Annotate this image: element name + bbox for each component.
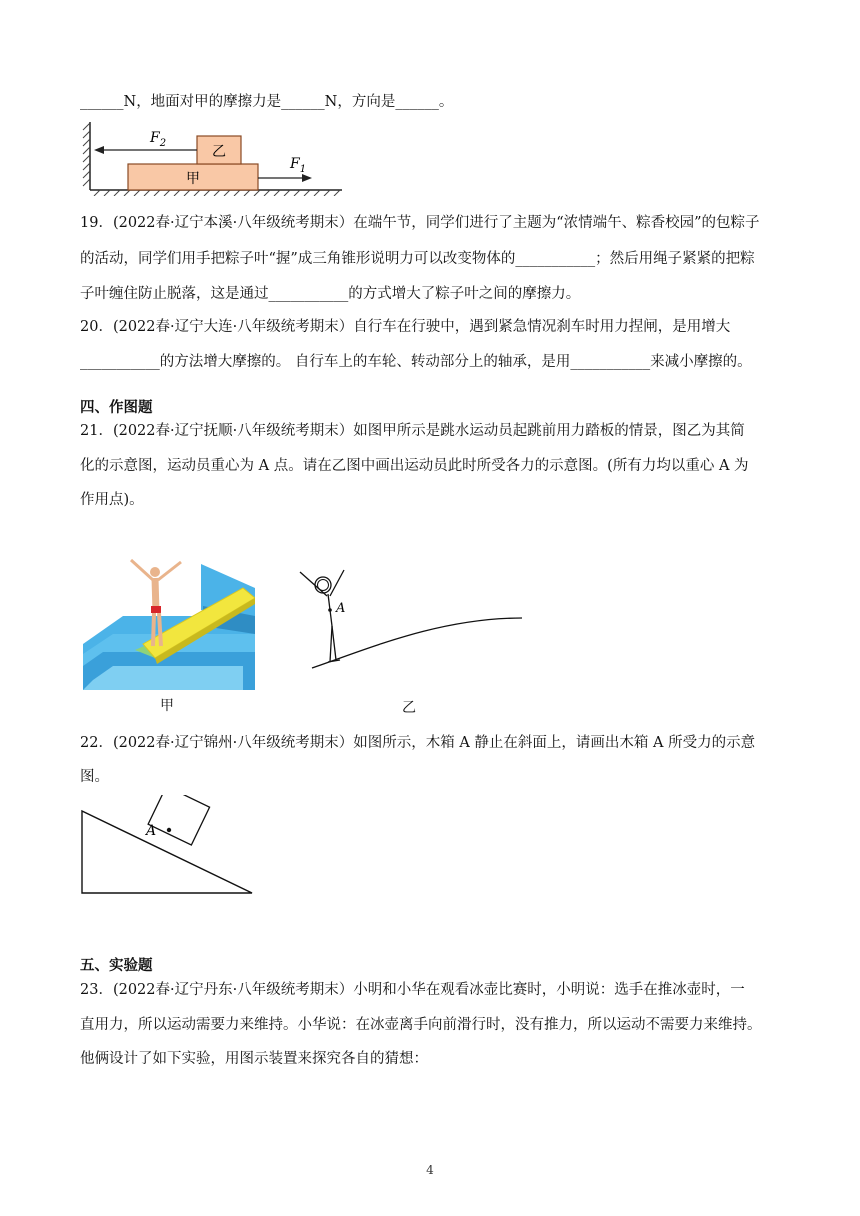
- caption-jia: 甲: [160, 698, 174, 714]
- point-a-label: A: [336, 601, 346, 616]
- q20-line-2: ___________的方法增大摩擦的。 自行车上的车轮、转动部分上的轴承，是用___________来减小摩擦的。: [80, 354, 752, 370]
- box-a-label: A: [146, 823, 157, 839]
- stick-figure-diagram: [290, 566, 526, 670]
- q23-line-3: 他俩设计了如下实验，用图示装置来探究各自的猜想：: [80, 1051, 428, 1067]
- q21-line-1: 21．(2022春·辽宁抚顺·八年级统考期末）如图甲所示是跳水运动员起跳前用力踏板的情景，图乙为其简: [80, 423, 745, 439]
- diver-illustration: [83, 554, 255, 690]
- q20-line-1: 20．(2022春·辽宁大连·八年级统考期末）自行车在行驶中，遇到紧急情况刹车时用力捏闸，是用增大: [80, 319, 731, 335]
- section-4-title: 四、作图题: [80, 400, 153, 416]
- section-5-title: 五、实验题: [80, 958, 153, 974]
- page-number: 4: [426, 1163, 434, 1177]
- q19-line-3: 子叶缠住防止脱落，这是通过___________的方式增大了粽子叶之间的摩擦力。: [80, 286, 581, 302]
- q23-line-1: 23．(2022春·辽宁丹东·八年级统考期末）小明和小华在观看冰壶比赛时，小明说：选手在推冰壶时，一: [80, 982, 745, 998]
- q19-line-1: 19．(2022春·辽宁本溪·八年级统考期末）在端午节，同学们进行了主题为“浓情端午、粽香校园”的包粽子: [80, 215, 760, 231]
- q19-line-2: 的活动，同学们用手把粽子叶“握”成三角锥形说明力可以改变物体的___________；然后用绳子紧紧的把粽: [80, 251, 755, 267]
- force-f2-label: $F_2$: [150, 130, 167, 149]
- q18-line: ______N，地面对甲的摩擦力是______N，方向是______。: [80, 94, 454, 110]
- q22-line-2: 图。: [80, 769, 109, 785]
- box-a: [148, 795, 209, 845]
- q23-line-2: 直用力，所以运动需要力来维持。小华说：在冰壶离手向前滑行时，没有推力，所以运动不需要力来维持。: [80, 1017, 762, 1033]
- block-jia-label: 甲: [186, 171, 200, 187]
- q21-line-3: 作用点)。: [80, 492, 144, 508]
- block-yi-label: 乙: [212, 144, 226, 160]
- incline-diagram: [80, 795, 256, 897]
- q18-figure: [80, 118, 345, 196]
- q22-line-1: 22．(2022春·辽宁锦州·八年级统考期末）如图所示，木箱 A 静止在斜面上，请画出木箱 A 所受力的示意: [80, 735, 756, 751]
- q21-line-2: 化的示意图，运动员重心为 A 点。请在乙图中画出运动员此时所受各力的示意图。(所有力均以重心 A 为: [80, 458, 749, 474]
- force-f1-label: $F_1$: [290, 156, 307, 175]
- caption-yi: 乙: [402, 700, 416, 716]
